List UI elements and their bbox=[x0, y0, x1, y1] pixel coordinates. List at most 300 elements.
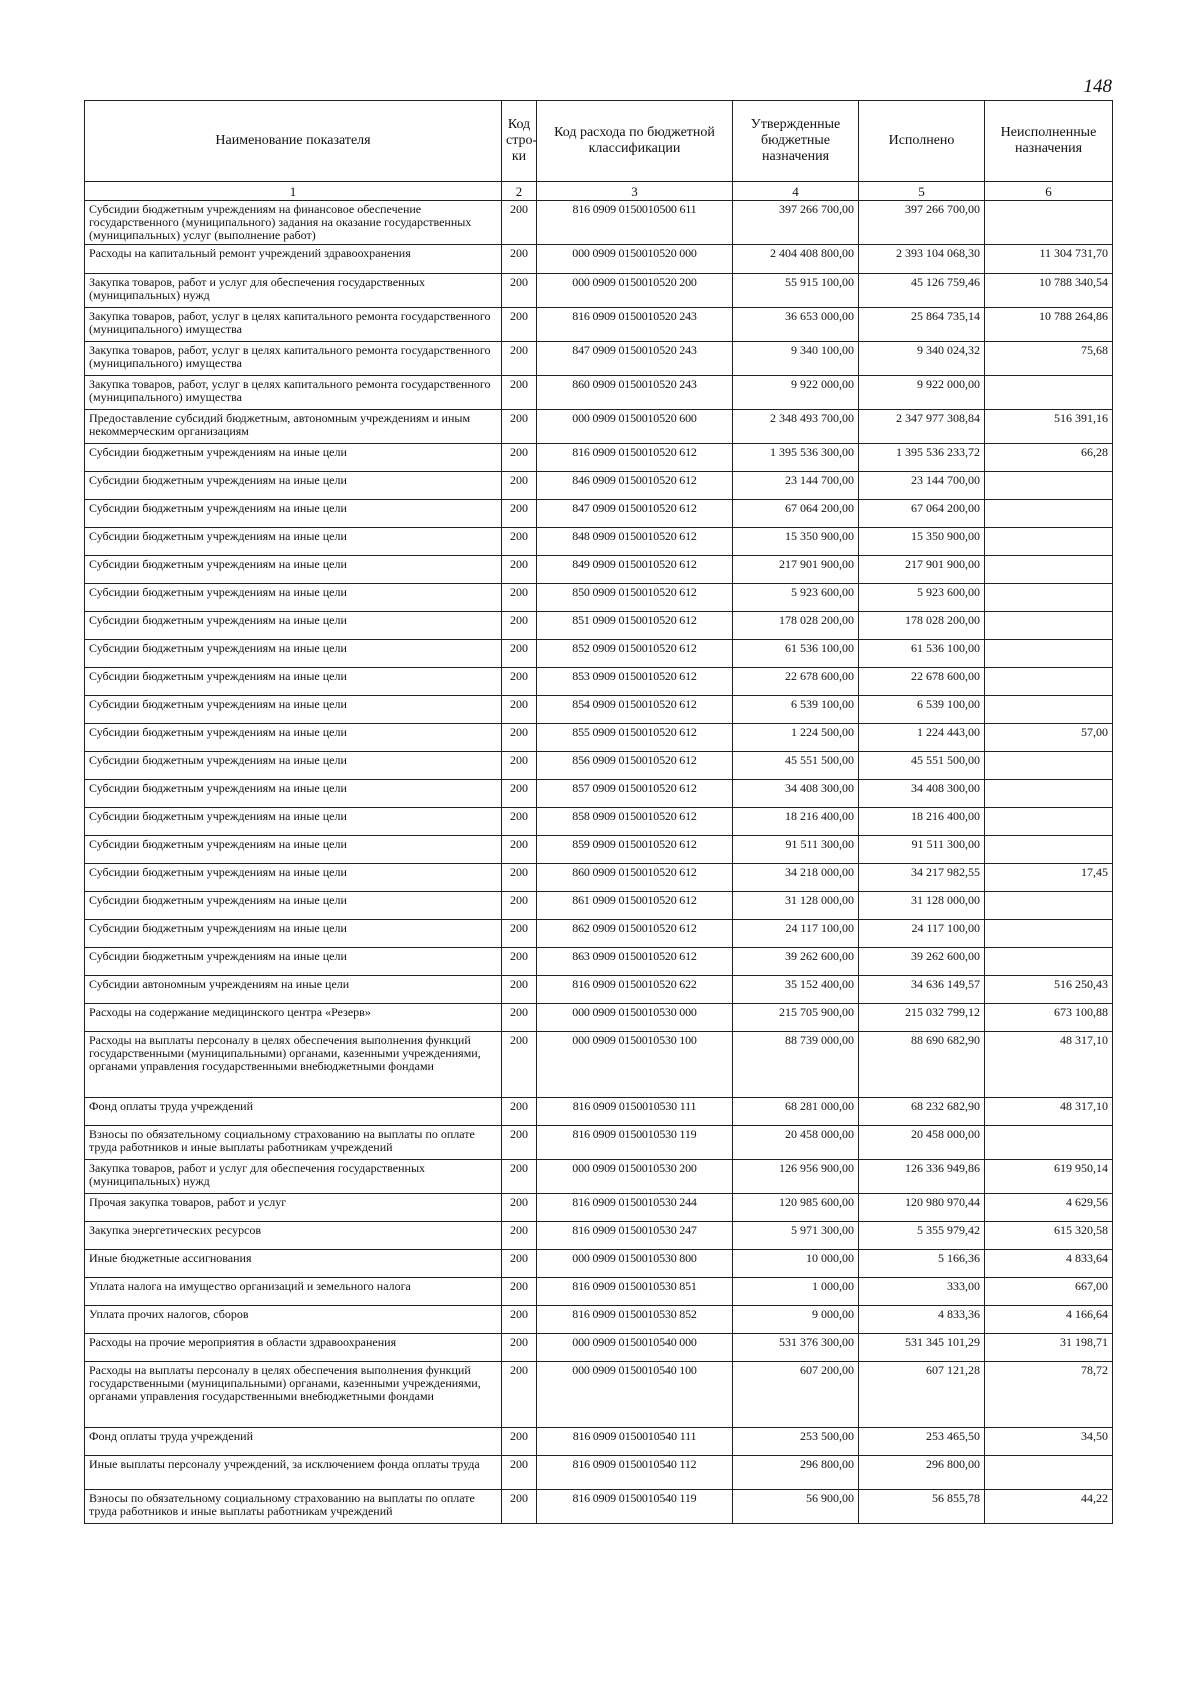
row-line-code: 200 bbox=[502, 920, 537, 948]
row-approved: 126 956 900,00 bbox=[733, 1160, 859, 1194]
row-line-code: 200 bbox=[502, 752, 537, 780]
row-unexecuted bbox=[985, 500, 1113, 528]
row-name: Субсидии бюджетным учреждениям на иные цели bbox=[85, 752, 502, 780]
row-line-code: 200 bbox=[502, 528, 537, 556]
row-unexecuted: 78,72 bbox=[985, 1362, 1113, 1428]
row-approved: 18 216 400,00 bbox=[733, 808, 859, 836]
table-row bbox=[85, 410, 1113, 444]
table-row bbox=[85, 1334, 1113, 1362]
row-unexecuted bbox=[985, 1126, 1113, 1160]
row-name: Субсидии бюджетным учреждениям на иные цели bbox=[85, 612, 502, 640]
row-expense-code: 850 0909 0150010520 612 bbox=[537, 584, 733, 612]
row-line-code: 200 bbox=[502, 274, 537, 308]
table-row bbox=[85, 808, 1113, 836]
row-unexecuted: 4 629,56 bbox=[985, 1194, 1113, 1222]
row-approved: 61 536 100,00 bbox=[733, 640, 859, 668]
header-executed: Исполнено bbox=[859, 101, 985, 182]
row-unexecuted bbox=[985, 808, 1113, 836]
row-unexecuted bbox=[985, 201, 1113, 245]
row-approved: 31 128 000,00 bbox=[733, 892, 859, 920]
row-expense-code: 000 0909 0150010540 000 bbox=[537, 1334, 733, 1362]
row-executed: 9 340 024,32 bbox=[859, 342, 985, 376]
row-executed: 296 800,00 bbox=[859, 1456, 985, 1490]
row-expense-code: 816 0909 0150010530 111 bbox=[537, 1098, 733, 1126]
row-approved: 178 028 200,00 bbox=[733, 612, 859, 640]
row-unexecuted bbox=[985, 528, 1113, 556]
row-unexecuted bbox=[985, 836, 1113, 864]
row-line-code: 200 bbox=[502, 1490, 537, 1524]
row-executed: 333,00 bbox=[859, 1278, 985, 1306]
table-row bbox=[85, 724, 1113, 752]
row-executed: 45 551 500,00 bbox=[859, 752, 985, 780]
table-row bbox=[85, 752, 1113, 780]
row-approved: 607 200,00 bbox=[733, 1362, 859, 1428]
row-approved: 6 539 100,00 bbox=[733, 696, 859, 724]
row-line-code: 200 bbox=[502, 948, 537, 976]
row-unexecuted: 667,00 bbox=[985, 1278, 1113, 1306]
row-line-code: 200 bbox=[502, 1362, 537, 1428]
row-approved: 15 350 900,00 bbox=[733, 528, 859, 556]
row-unexecuted bbox=[985, 1456, 1113, 1490]
row-name: Уплата прочих налогов, сборов bbox=[85, 1306, 502, 1334]
row-name: Расходы на выплаты персоналу в целях обеспечения выполнения функций государственными (муниципальными) органами, казенными учреждениями, органами управления государственными внебюджетными фондами bbox=[85, 1032, 502, 1098]
row-approved: 2 404 408 800,00 bbox=[733, 245, 859, 274]
table-row bbox=[85, 1126, 1113, 1160]
row-unexecuted: 44,22 bbox=[985, 1490, 1113, 1524]
row-line-code: 200 bbox=[502, 1428, 537, 1456]
row-approved: 217 901 900,00 bbox=[733, 556, 859, 584]
table-row bbox=[85, 976, 1113, 1004]
row-name: Субсидии автономным учреждениям на иные цели bbox=[85, 976, 502, 1004]
row-executed: 531 345 101,29 bbox=[859, 1334, 985, 1362]
row-expense-code: 816 0909 0150010530 119 bbox=[537, 1126, 733, 1160]
row-executed: 20 458 000,00 bbox=[859, 1126, 985, 1160]
row-line-code: 200 bbox=[502, 724, 537, 752]
row-executed: 68 232 682,90 bbox=[859, 1098, 985, 1126]
row-executed: 45 126 759,46 bbox=[859, 274, 985, 308]
row-approved: 34 218 000,00 bbox=[733, 864, 859, 892]
row-name: Субсидии бюджетным учреждениям на иные цели bbox=[85, 808, 502, 836]
header-name: Наименование показателя bbox=[85, 101, 502, 182]
row-expense-code: 000 0909 0150010530 000 bbox=[537, 1004, 733, 1032]
row-executed: 23 144 700,00 bbox=[859, 472, 985, 500]
row-approved: 120 985 600,00 bbox=[733, 1194, 859, 1222]
table-row bbox=[85, 1004, 1113, 1032]
row-line-code: 200 bbox=[502, 1456, 537, 1490]
header-expense-code: Код расхода по бюджетной классификации bbox=[537, 101, 733, 182]
row-unexecuted bbox=[985, 640, 1113, 668]
row-line-code: 200 bbox=[502, 444, 537, 472]
row-name: Субсидии бюджетным учреждениям на финансовое обеспечение государственного (муниципального) задания на оказание государственных (муниципальных) услуг (выполнение работ) bbox=[85, 201, 502, 245]
row-line-code: 200 bbox=[502, 1004, 537, 1032]
row-name: Закупка товаров, работ, услуг в целях капитального ремонта государственного (муниципального) имущества bbox=[85, 308, 502, 342]
table-row bbox=[85, 1428, 1113, 1456]
row-executed: 56 855,78 bbox=[859, 1490, 985, 1524]
row-line-code: 200 bbox=[502, 584, 537, 612]
row-line-code: 200 bbox=[502, 201, 537, 245]
row-unexecuted bbox=[985, 556, 1113, 584]
row-executed: 34 217 982,55 bbox=[859, 864, 985, 892]
budget-execution-table bbox=[84, 100, 1113, 1524]
column-number: 3 bbox=[537, 182, 733, 201]
row-name: Расходы на прочие мероприятия в области здравоохранения bbox=[85, 1334, 502, 1362]
row-expense-code: 816 0909 0150010530 851 bbox=[537, 1278, 733, 1306]
table-row bbox=[85, 696, 1113, 724]
row-expense-code: 851 0909 0150010520 612 bbox=[537, 612, 733, 640]
row-executed: 31 128 000,00 bbox=[859, 892, 985, 920]
row-expense-code: 863 0909 0150010520 612 bbox=[537, 948, 733, 976]
row-expense-code: 000 0909 0150010540 100 bbox=[537, 1362, 733, 1428]
row-executed: 67 064 200,00 bbox=[859, 500, 985, 528]
row-executed: 1 395 536 233,72 bbox=[859, 444, 985, 472]
row-unexecuted: 516 250,43 bbox=[985, 976, 1113, 1004]
row-executed: 126 336 949,86 bbox=[859, 1160, 985, 1194]
row-line-code: 200 bbox=[502, 1032, 537, 1098]
row-name: Субсидии бюджетным учреждениям на иные цели bbox=[85, 892, 502, 920]
row-executed: 397 266 700,00 bbox=[859, 201, 985, 245]
table-row bbox=[85, 376, 1113, 410]
row-line-code: 200 bbox=[502, 1306, 537, 1334]
table-row bbox=[85, 1490, 1113, 1524]
row-unexecuted bbox=[985, 780, 1113, 808]
row-line-code: 200 bbox=[502, 1250, 537, 1278]
row-line-code: 200 bbox=[502, 500, 537, 528]
row-name: Субсидии бюджетным учреждениям на иные цели bbox=[85, 948, 502, 976]
row-name: Субсидии бюджетным учреждениям на иные цели bbox=[85, 724, 502, 752]
table-row bbox=[85, 1250, 1113, 1278]
row-unexecuted: 48 317,10 bbox=[985, 1098, 1113, 1126]
row-line-code: 200 bbox=[502, 376, 537, 410]
row-approved: 2 348 493 700,00 bbox=[733, 410, 859, 444]
table-row bbox=[85, 1222, 1113, 1250]
row-executed: 61 536 100,00 bbox=[859, 640, 985, 668]
row-approved: 36 653 000,00 bbox=[733, 308, 859, 342]
row-executed: 25 864 735,14 bbox=[859, 308, 985, 342]
row-approved: 20 458 000,00 bbox=[733, 1126, 859, 1160]
row-name: Субсидии бюджетным учреждениям на иные цели bbox=[85, 696, 502, 724]
row-expense-code: 854 0909 0150010520 612 bbox=[537, 696, 733, 724]
row-line-code: 200 bbox=[502, 1098, 537, 1126]
table-row bbox=[85, 920, 1113, 948]
column-number-row bbox=[85, 182, 1113, 201]
row-expense-code: 861 0909 0150010520 612 bbox=[537, 892, 733, 920]
row-name: Субсидии бюджетным учреждениям на иные цели bbox=[85, 836, 502, 864]
row-executed: 215 032 799,12 bbox=[859, 1004, 985, 1032]
row-expense-code: 847 0909 0150010520 612 bbox=[537, 500, 733, 528]
table-row bbox=[85, 1032, 1113, 1098]
row-approved: 34 408 300,00 bbox=[733, 780, 859, 808]
table-row bbox=[85, 201, 1113, 245]
row-line-code: 200 bbox=[502, 472, 537, 500]
row-name: Иные выплаты персоналу учреждений, за исключением фонда оплаты труда bbox=[85, 1456, 502, 1490]
row-approved: 91 511 300,00 bbox=[733, 836, 859, 864]
row-expense-code: 853 0909 0150010520 612 bbox=[537, 668, 733, 696]
row-expense-code: 000 0909 0150010530 200 bbox=[537, 1160, 733, 1194]
row-approved: 88 739 000,00 bbox=[733, 1032, 859, 1098]
row-unexecuted: 17,45 bbox=[985, 864, 1113, 892]
row-approved: 23 144 700,00 bbox=[733, 472, 859, 500]
row-approved: 253 500,00 bbox=[733, 1428, 859, 1456]
row-expense-code: 816 0909 0150010500 611 bbox=[537, 201, 733, 245]
row-name: Закупка товаров, работ, услуг в целях капитального ремонта государственного (муниципального) имущества bbox=[85, 342, 502, 376]
row-approved: 10 000,00 bbox=[733, 1250, 859, 1278]
row-executed: 34 408 300,00 bbox=[859, 780, 985, 808]
row-expense-code: 856 0909 0150010520 612 bbox=[537, 752, 733, 780]
row-expense-code: 816 0909 0150010540 111 bbox=[537, 1428, 733, 1456]
row-approved: 1 395 536 300,00 bbox=[733, 444, 859, 472]
header-unexecuted: Неисполненные назначения bbox=[985, 101, 1113, 182]
row-name: Субсидии бюджетным учреждениям на иные цели bbox=[85, 444, 502, 472]
table-row bbox=[85, 472, 1113, 500]
row-name: Закупка товаров, работ, услуг в целях капитального ремонта государственного (муниципального) имущества bbox=[85, 376, 502, 410]
row-expense-code: 849 0909 0150010520 612 bbox=[537, 556, 733, 584]
row-name: Предоставление субсидий бюджетным, автономным учреждениям и иным некоммерческим организациям bbox=[85, 410, 502, 444]
table-row bbox=[85, 1160, 1113, 1194]
row-expense-code: 848 0909 0150010520 612 bbox=[537, 528, 733, 556]
row-executed: 91 511 300,00 bbox=[859, 836, 985, 864]
row-approved: 296 800,00 bbox=[733, 1456, 859, 1490]
row-approved: 55 915 100,00 bbox=[733, 274, 859, 308]
row-line-code: 200 bbox=[502, 556, 537, 584]
row-expense-code: 816 0909 0150010520 243 bbox=[537, 308, 733, 342]
row-name: Субсидии бюджетным учреждениям на иные цели bbox=[85, 780, 502, 808]
row-name: Фонд оплаты труда учреждений bbox=[85, 1428, 502, 1456]
row-unexecuted: 57,00 bbox=[985, 724, 1113, 752]
row-name: Закупка товаров, работ и услуг для обеспечения государственных (муниципальных) нужд bbox=[85, 1160, 502, 1194]
row-executed: 34 636 149,57 bbox=[859, 976, 985, 1004]
row-expense-code: 816 0909 0150010540 112 bbox=[537, 1456, 733, 1490]
row-executed: 2 347 977 308,84 bbox=[859, 410, 985, 444]
row-unexecuted bbox=[985, 376, 1113, 410]
row-unexecuted bbox=[985, 584, 1113, 612]
row-executed: 5 166,36 bbox=[859, 1250, 985, 1278]
row-name: Фонд оплаты труда учреждений bbox=[85, 1098, 502, 1126]
row-line-code: 200 bbox=[502, 245, 537, 274]
row-expense-code: 816 0909 0150010540 119 bbox=[537, 1490, 733, 1524]
table-row bbox=[85, 1194, 1113, 1222]
row-unexecuted bbox=[985, 892, 1113, 920]
row-executed: 18 216 400,00 bbox=[859, 808, 985, 836]
row-name: Субсидии бюджетным учреждениям на иные цели bbox=[85, 472, 502, 500]
row-executed: 120 980 970,44 bbox=[859, 1194, 985, 1222]
column-number: 6 bbox=[985, 182, 1113, 201]
row-expense-code: 816 0909 0150010530 247 bbox=[537, 1222, 733, 1250]
row-executed: 217 901 900,00 bbox=[859, 556, 985, 584]
row-expense-code: 000 0909 0150010530 100 bbox=[537, 1032, 733, 1098]
row-name: Субсидии бюджетным учреждениям на иные цели bbox=[85, 920, 502, 948]
row-approved: 531 376 300,00 bbox=[733, 1334, 859, 1362]
row-line-code: 200 bbox=[502, 808, 537, 836]
row-expense-code: 860 0909 0150010520 243 bbox=[537, 376, 733, 410]
row-approved: 9 922 000,00 bbox=[733, 376, 859, 410]
row-approved: 9 000,00 bbox=[733, 1306, 859, 1334]
row-unexecuted: 10 788 264,86 bbox=[985, 308, 1113, 342]
row-executed: 39 262 600,00 bbox=[859, 948, 985, 976]
row-expense-code: 858 0909 0150010520 612 bbox=[537, 808, 733, 836]
row-approved: 5 923 600,00 bbox=[733, 584, 859, 612]
row-name: Закупка энергетических ресурсов bbox=[85, 1222, 502, 1250]
row-expense-code: 816 0909 0150010520 622 bbox=[537, 976, 733, 1004]
row-unexecuted: 673 100,88 bbox=[985, 1004, 1113, 1032]
row-approved: 24 117 100,00 bbox=[733, 920, 859, 948]
table-row bbox=[85, 892, 1113, 920]
row-name: Субсидии бюджетным учреждениям на иные цели bbox=[85, 640, 502, 668]
row-approved: 68 281 000,00 bbox=[733, 1098, 859, 1126]
row-line-code: 200 bbox=[502, 612, 537, 640]
table-row bbox=[85, 948, 1113, 976]
row-approved: 1 224 500,00 bbox=[733, 724, 859, 752]
row-approved: 397 266 700,00 bbox=[733, 201, 859, 245]
row-unexecuted: 10 788 340,54 bbox=[985, 274, 1113, 308]
row-expense-code: 852 0909 0150010520 612 bbox=[537, 640, 733, 668]
row-line-code: 200 bbox=[502, 640, 537, 668]
row-unexecuted bbox=[985, 612, 1113, 640]
row-expense-code: 000 0909 0150010520 600 bbox=[537, 410, 733, 444]
table-row bbox=[85, 584, 1113, 612]
row-name: Субсидии бюджетным учреждениям на иные цели bbox=[85, 528, 502, 556]
row-line-code: 200 bbox=[502, 1194, 537, 1222]
row-approved: 1 000,00 bbox=[733, 1278, 859, 1306]
table-row bbox=[85, 780, 1113, 808]
row-unexecuted bbox=[985, 920, 1113, 948]
row-unexecuted bbox=[985, 696, 1113, 724]
row-unexecuted bbox=[985, 948, 1113, 976]
row-name: Прочая закупка товаров, работ и услуг bbox=[85, 1194, 502, 1222]
row-name: Субсидии бюджетным учреждениям на иные цели bbox=[85, 668, 502, 696]
row-expense-code: 816 0909 0150010520 612 bbox=[537, 444, 733, 472]
row-expense-code: 816 0909 0150010530 852 bbox=[537, 1306, 733, 1334]
table-row bbox=[85, 308, 1113, 342]
row-approved: 45 551 500,00 bbox=[733, 752, 859, 780]
row-approved: 67 064 200,00 bbox=[733, 500, 859, 528]
table-row bbox=[85, 864, 1113, 892]
column-number: 1 bbox=[85, 182, 502, 201]
row-unexecuted: 48 317,10 bbox=[985, 1032, 1113, 1098]
row-approved: 35 152 400,00 bbox=[733, 976, 859, 1004]
row-line-code: 200 bbox=[502, 1334, 537, 1362]
row-unexecuted: 34,50 bbox=[985, 1428, 1113, 1456]
row-expense-code: 859 0909 0150010520 612 bbox=[537, 836, 733, 864]
row-approved: 215 705 900,00 bbox=[733, 1004, 859, 1032]
row-name: Субсидии бюджетным учреждениям на иные цели bbox=[85, 864, 502, 892]
table-row bbox=[85, 668, 1113, 696]
header-approved: Утвержденные бюджетные назначения bbox=[733, 101, 859, 182]
row-approved: 22 678 600,00 bbox=[733, 668, 859, 696]
table-row bbox=[85, 1098, 1113, 1126]
row-line-code: 200 bbox=[502, 780, 537, 808]
table-row bbox=[85, 612, 1113, 640]
row-name: Субсидии бюджетным учреждениям на иные цели bbox=[85, 500, 502, 528]
row-name: Расходы на капитальный ремонт учреждений здравоохранения bbox=[85, 245, 502, 274]
row-executed: 607 121,28 bbox=[859, 1362, 985, 1428]
table-row bbox=[85, 1306, 1113, 1334]
table-row bbox=[85, 528, 1113, 556]
table-row bbox=[85, 274, 1113, 308]
row-executed: 22 678 600,00 bbox=[859, 668, 985, 696]
row-name: Уплата налога на имущество организаций и земельного налога bbox=[85, 1278, 502, 1306]
row-executed: 88 690 682,90 bbox=[859, 1032, 985, 1098]
row-line-code: 200 bbox=[502, 696, 537, 724]
row-unexecuted: 4 166,64 bbox=[985, 1306, 1113, 1334]
row-line-code: 200 bbox=[502, 410, 537, 444]
row-unexecuted: 66,28 bbox=[985, 444, 1113, 472]
row-line-code: 200 bbox=[502, 1222, 537, 1250]
row-unexecuted: 516 391,16 bbox=[985, 410, 1113, 444]
table-row bbox=[85, 444, 1113, 472]
row-line-code: 200 bbox=[502, 308, 537, 342]
row-expense-code: 860 0909 0150010520 612 bbox=[537, 864, 733, 892]
row-expense-code: 862 0909 0150010520 612 bbox=[537, 920, 733, 948]
row-name: Иные бюджетные ассигнования bbox=[85, 1250, 502, 1278]
row-executed: 253 465,50 bbox=[859, 1428, 985, 1456]
table-row bbox=[85, 836, 1113, 864]
row-expense-code: 000 0909 0150010520 200 bbox=[537, 274, 733, 308]
row-name: Субсидии бюджетным учреждениям на иные цели bbox=[85, 584, 502, 612]
row-executed: 15 350 900,00 bbox=[859, 528, 985, 556]
column-number: 4 bbox=[733, 182, 859, 201]
row-approved: 56 900,00 bbox=[733, 1490, 859, 1524]
row-line-code: 200 bbox=[502, 1278, 537, 1306]
table-row bbox=[85, 640, 1113, 668]
row-approved: 9 340 100,00 bbox=[733, 342, 859, 376]
column-number: 2 bbox=[502, 182, 537, 201]
row-name: Закупка товаров, работ и услуг для обеспечения государственных (муниципальных) нужд bbox=[85, 274, 502, 308]
row-unexecuted bbox=[985, 752, 1113, 780]
row-executed: 1 224 443,00 bbox=[859, 724, 985, 752]
row-expense-code: 855 0909 0150010520 612 bbox=[537, 724, 733, 752]
row-expense-code: 857 0909 0150010520 612 bbox=[537, 780, 733, 808]
row-line-code: 200 bbox=[502, 976, 537, 1004]
row-executed: 4 833,36 bbox=[859, 1306, 985, 1334]
row-name: Взносы по обязательному социальному страхованию на выплаты по оплате труда работников и иные выплаты работникам учреждений bbox=[85, 1126, 502, 1160]
header-line-code: Код стро-ки bbox=[502, 101, 537, 182]
row-expense-code: 000 0909 0150010530 800 bbox=[537, 1250, 733, 1278]
row-unexecuted: 615 320,58 bbox=[985, 1222, 1113, 1250]
row-executed: 5 923 600,00 bbox=[859, 584, 985, 612]
row-approved: 5 971 300,00 bbox=[733, 1222, 859, 1250]
row-unexecuted: 4 833,64 bbox=[985, 1250, 1113, 1278]
row-expense-code: 816 0909 0150010530 244 bbox=[537, 1194, 733, 1222]
page-number: 148 bbox=[1083, 76, 1112, 97]
table-row bbox=[85, 1278, 1113, 1306]
row-unexecuted: 75,68 bbox=[985, 342, 1113, 376]
row-unexecuted bbox=[985, 668, 1113, 696]
row-line-code: 200 bbox=[502, 1160, 537, 1194]
table-row bbox=[85, 500, 1113, 528]
row-approved: 39 262 600,00 bbox=[733, 948, 859, 976]
row-unexecuted: 11 304 731,70 bbox=[985, 245, 1113, 274]
row-unexecuted: 619 950,14 bbox=[985, 1160, 1113, 1194]
row-name: Расходы на содержание медицинского центра «Резерв» bbox=[85, 1004, 502, 1032]
table-row bbox=[85, 556, 1113, 584]
row-line-code: 200 bbox=[502, 864, 537, 892]
table-row bbox=[85, 342, 1113, 376]
table-row bbox=[85, 1362, 1113, 1428]
row-unexecuted: 31 198,71 bbox=[985, 1334, 1113, 1362]
row-name: Расходы на выплаты персоналу в целях обеспечения выполнения функций государственными (муниципальными) органами, казенными учреждениями, органами управления государственными внебюджетными фондами bbox=[85, 1362, 502, 1428]
row-unexecuted bbox=[985, 472, 1113, 500]
row-executed: 6 539 100,00 bbox=[859, 696, 985, 724]
row-expense-code: 000 0909 0150010520 000 bbox=[537, 245, 733, 274]
table-row bbox=[85, 1456, 1113, 1490]
row-expense-code: 846 0909 0150010520 612 bbox=[537, 472, 733, 500]
row-executed: 5 355 979,42 bbox=[859, 1222, 985, 1250]
row-name: Взносы по обязательному социальному страхованию на выплаты по оплате труда работников и иные выплаты работникам учреждений bbox=[85, 1490, 502, 1524]
row-line-code: 200 bbox=[502, 1126, 537, 1160]
row-line-code: 200 bbox=[502, 668, 537, 696]
row-executed: 178 028 200,00 bbox=[859, 612, 985, 640]
row-expense-code: 847 0909 0150010520 243 bbox=[537, 342, 733, 376]
